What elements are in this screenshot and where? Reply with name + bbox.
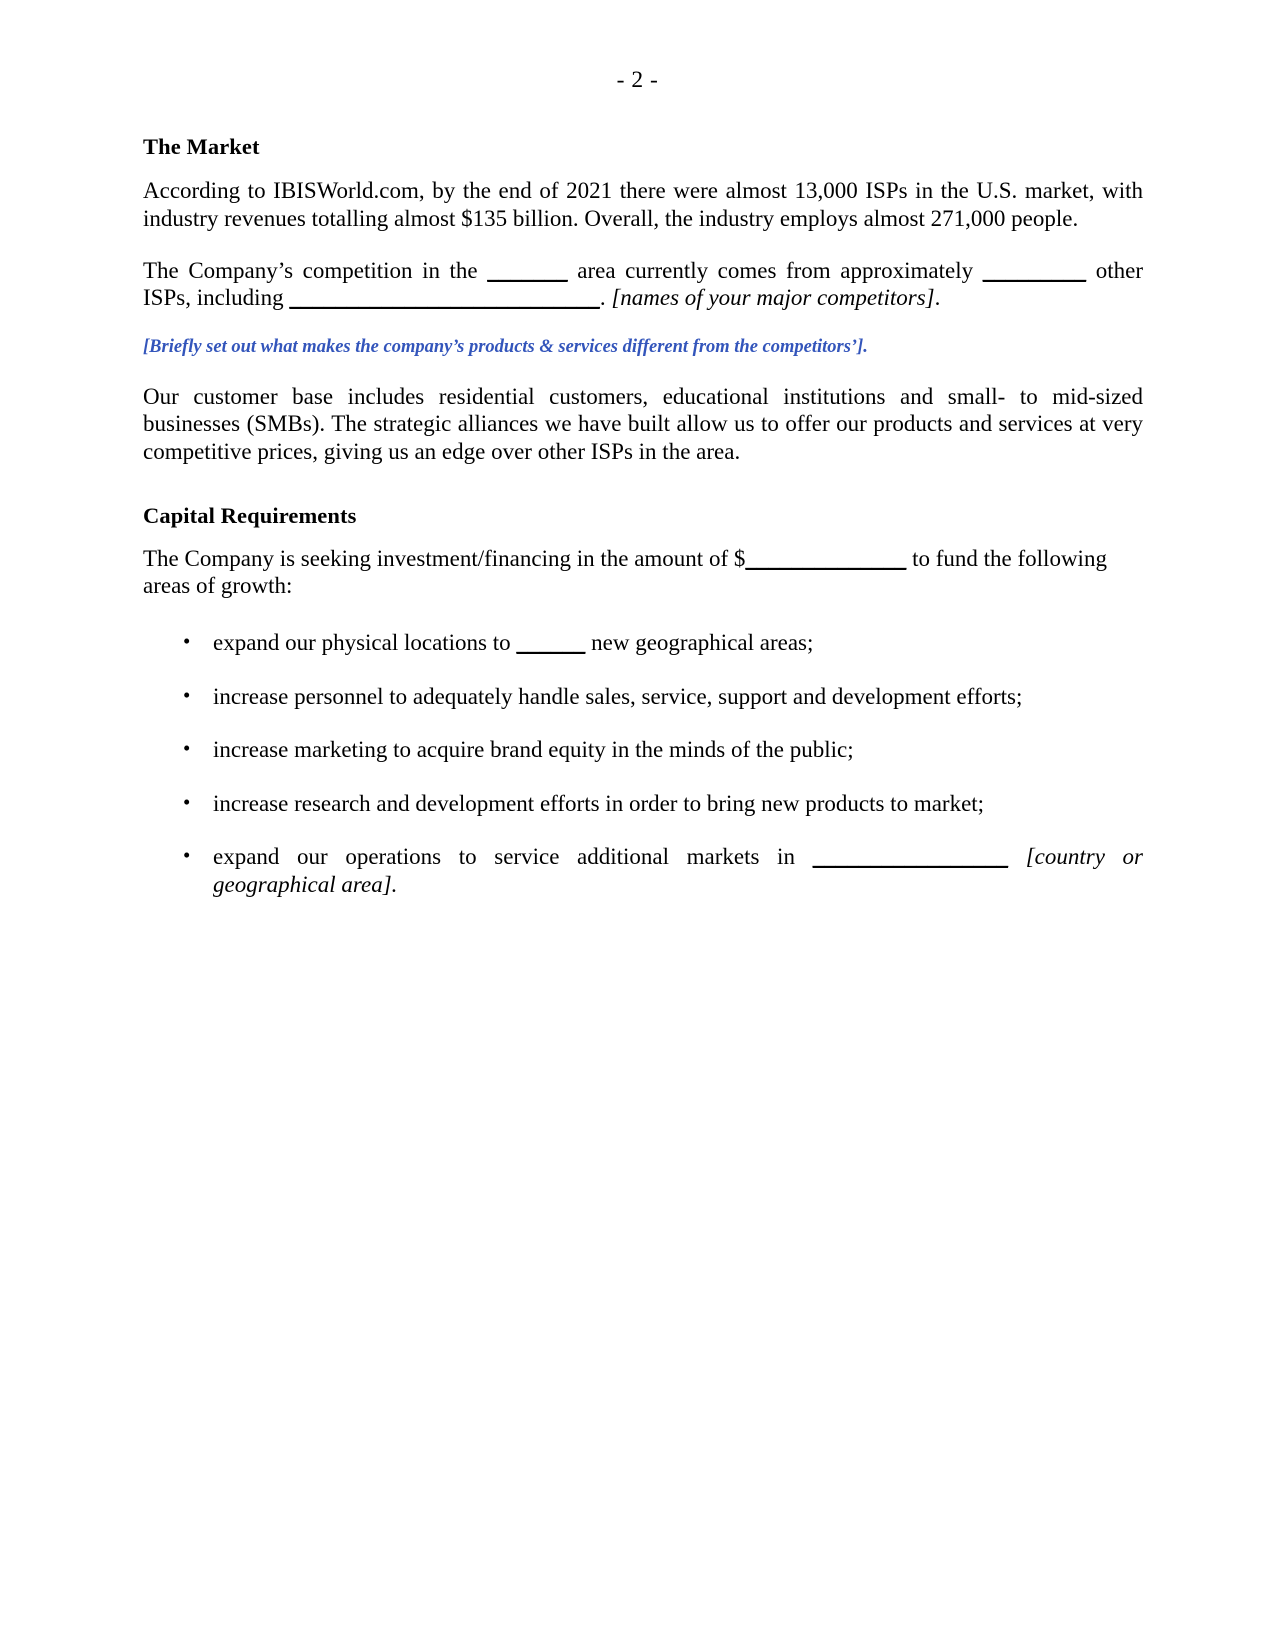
- bullet-text-part-3: .: [391, 871, 398, 897]
- competition-italic-note: [names of your major competitors]: [611, 285, 935, 311]
- bullet-point-icon: •: [183, 736, 191, 761]
- bullet-point-icon: •: [183, 628, 191, 653]
- competition-text-part-4: .: [599, 285, 612, 311]
- list-item: [143, 843, 1143, 898]
- bullet-text-part-1: expand our physical locations to: [213, 629, 517, 655]
- bullet-text-part-1: increase personnel to adequately handle sales, service, support and development efforts;: [213, 683, 1023, 709]
- competition-paragraph: [143, 257, 1143, 312]
- instruction-note-differentiators: [Briefly set out what makes the company’s products & services different from the competitors’].: [143, 336, 868, 357]
- growth-areas-list: [143, 629, 1143, 899]
- document-content: [143, 94, 1143, 898]
- bullet-point-icon: •: [183, 843, 191, 868]
- competition-text-part-5: .: [934, 285, 941, 311]
- bullet-point-icon: •: [183, 682, 191, 707]
- market-overview-paragraph: According to IBISWorld.com, by the end of 2021 there were almost 13,000 ISPs in the U.S. market, with industry revenues totalling almost $135 billion. Overall, the industry employs almost 271,000 people.: [143, 178, 1143, 231]
- bullet-text-part-1: increase research and development efforts in order to bring new products to market;: [213, 790, 985, 816]
- capital-intro-part-2: to fund the following areas of growth:: [143, 545, 1107, 599]
- page-number-header: [0, 0, 1275, 94]
- page-number-label: - 2 -: [616, 67, 659, 93]
- list-item: [143, 683, 1143, 711]
- list-item: [143, 736, 1143, 764]
- capital-amount-blank[interactable]: ______________: [745, 545, 907, 571]
- bullet-point-icon: •: [183, 789, 191, 814]
- competition-text-part-2: area currently comes from approximately: [567, 257, 983, 283]
- competition-blank-count[interactable]: _________: [982, 257, 1087, 283]
- bullet-text-part-2: new geographical areas;: [585, 629, 814, 655]
- section-heading-capital-requirements: Capital Requirements: [143, 502, 357, 528]
- capital-intro-paragraph: [143, 545, 1143, 600]
- customer-base-paragraph: Our customer base includes residential customers, educational institutions and small- to mid-sized businesses (SMBs). The strategic alliances we have built allow us to offer our products and services at very competitive prices, giving us an edge over other ISPs in the area.: [143, 383, 1143, 465]
- competition-blank-area[interactable]: _______: [487, 257, 568, 283]
- competition-text-part-3: other ISPs, including: [143, 257, 1143, 311]
- list-item: [143, 790, 1143, 818]
- bullet-blank-markets[interactable]: _________________: [812, 844, 1009, 870]
- bullet-text-part-2: [1008, 844, 1026, 869]
- capital-intro-part-1: The Company is seeking investment/financing in the amount of $: [143, 545, 746, 571]
- bullet-text-part-1: increase marketing to acquire brand equity in the minds of the public;: [213, 737, 854, 763]
- section-heading-the-market: The Market: [143, 134, 260, 160]
- bullet-italic-note: [country or geographical area]: [213, 844, 1143, 897]
- list-item: [143, 629, 1143, 657]
- competition-text-part-1: The Company’s competition in the: [143, 257, 488, 283]
- bullet-blank-locations[interactable]: ______: [516, 629, 586, 655]
- competition-blank-names[interactable]: ___________________________: [289, 285, 600, 311]
- bullet-text-part-1: expand our operations to service additional markets in: [213, 844, 813, 870]
